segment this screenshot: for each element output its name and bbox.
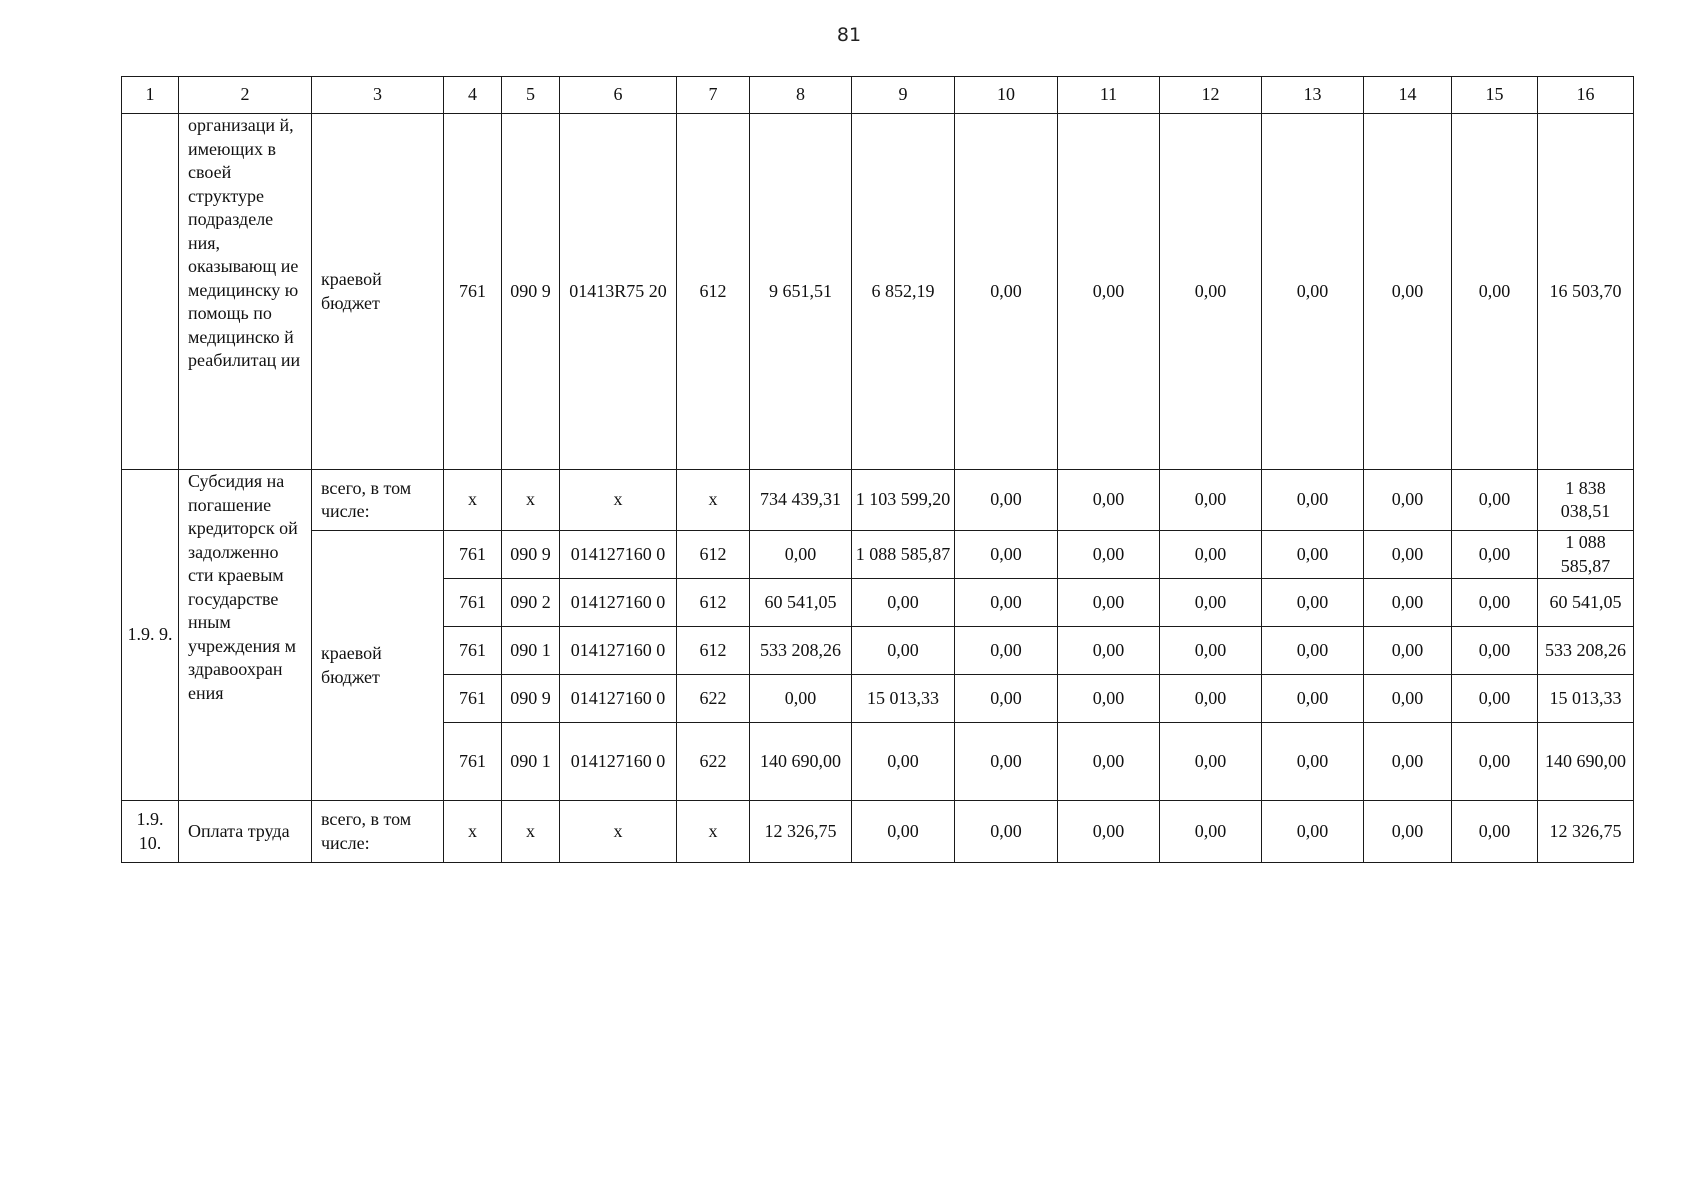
cell-value: 0,00 bbox=[1160, 579, 1262, 627]
cell-value: 0,00 bbox=[1452, 675, 1538, 723]
column-number: 8 bbox=[750, 77, 852, 114]
cell-value: 0,00 bbox=[1364, 675, 1452, 723]
cell-value: 60 541,05 bbox=[750, 579, 852, 627]
cell-value: 0,00 bbox=[955, 675, 1058, 723]
cell-value: 612 bbox=[677, 114, 750, 470]
cell-value: 622 bbox=[677, 723, 750, 801]
row-description: Субсидия на погашение кредиторск ой задолженно сти краевым государстве нным учреждения м здравоохран ения bbox=[179, 470, 312, 801]
cell-value: 0,00 bbox=[1452, 627, 1538, 675]
cell-value: 0,00 bbox=[1262, 627, 1364, 675]
cell-value: 0,00 bbox=[1058, 675, 1160, 723]
column-number-row bbox=[122, 77, 1634, 114]
cell-value: 090 1 bbox=[502, 723, 560, 801]
cell-value: 612 bbox=[677, 579, 750, 627]
cell-value: 0,00 bbox=[1160, 531, 1262, 579]
cell-value: 12 326,75 bbox=[750, 801, 852, 863]
cell-value: 612 bbox=[677, 627, 750, 675]
funding-source: всего, в том числе: bbox=[312, 801, 444, 863]
cell-value: 761 bbox=[444, 675, 502, 723]
cell-value: 12 326,75 bbox=[1538, 801, 1634, 863]
cell-value: 761 bbox=[444, 531, 502, 579]
cell-value: 0,00 bbox=[955, 801, 1058, 863]
cell-value: 01413R75 20 bbox=[560, 114, 677, 470]
column-number: 5 bbox=[502, 77, 560, 114]
cell-value: 090 9 bbox=[502, 675, 560, 723]
cell-value: 0,00 bbox=[1452, 470, 1538, 531]
column-number: 13 bbox=[1262, 77, 1364, 114]
cell-value: х bbox=[444, 470, 502, 531]
cell-value: 0,00 bbox=[955, 114, 1058, 470]
cell-value: 761 bbox=[444, 579, 502, 627]
cell-value: 0,00 bbox=[1452, 579, 1538, 627]
cell-value: 0,00 bbox=[1058, 531, 1160, 579]
cell-value: 15 013,33 bbox=[1538, 675, 1634, 723]
cell-value: 0,00 bbox=[955, 723, 1058, 801]
cell-value: 0,00 bbox=[1262, 675, 1364, 723]
cell-value: 0,00 bbox=[1160, 627, 1262, 675]
column-number: 9 bbox=[852, 77, 955, 114]
cell-value: 0,00 bbox=[1160, 801, 1262, 863]
column-number: 6 bbox=[560, 77, 677, 114]
cell-value: х bbox=[560, 470, 677, 531]
cell-value: 0,00 bbox=[1452, 723, 1538, 801]
cell-value: 0,00 bbox=[1452, 801, 1538, 863]
cell-value: 0,00 bbox=[1452, 531, 1538, 579]
cell-value: 0,00 bbox=[1262, 531, 1364, 579]
cell-value: 612 bbox=[677, 531, 750, 579]
budget-table bbox=[121, 76, 1634, 863]
cell-value: 761 bbox=[444, 627, 502, 675]
cell-value: 9 651,51 bbox=[750, 114, 852, 470]
cell-value: 140 690,00 bbox=[1538, 723, 1634, 801]
cell-value: 761 bbox=[444, 114, 502, 470]
column-number: 15 bbox=[1452, 77, 1538, 114]
cell-value: 0,00 bbox=[750, 675, 852, 723]
cell-value: х bbox=[502, 470, 560, 531]
column-number: 4 bbox=[444, 77, 502, 114]
cell-value: 0,00 bbox=[1058, 723, 1160, 801]
cell-value: 0,00 bbox=[1262, 579, 1364, 627]
cell-value: 014127160 0 bbox=[560, 531, 677, 579]
cell-value: 1 088 585,87 bbox=[852, 531, 955, 579]
column-number: 14 bbox=[1364, 77, 1452, 114]
cell-value: 090 9 bbox=[502, 531, 560, 579]
cell-value: 1 838 038,51 bbox=[1538, 470, 1634, 531]
cell-value: 0,00 bbox=[1058, 627, 1160, 675]
table-row-1-9-10 bbox=[122, 801, 1634, 863]
cell-value: 622 bbox=[677, 675, 750, 723]
cell-value: 0,00 bbox=[955, 531, 1058, 579]
column-number: 7 bbox=[677, 77, 750, 114]
cell-value: 16 503,70 bbox=[1538, 114, 1634, 470]
cell-value: 0,00 bbox=[852, 723, 955, 801]
column-number: 10 bbox=[955, 77, 1058, 114]
cell-value: 0,00 bbox=[1364, 801, 1452, 863]
table-row-org-rehab bbox=[122, 114, 1634, 470]
cell-value: 0,00 bbox=[1058, 801, 1160, 863]
row-number-cell bbox=[122, 114, 179, 470]
cell-value: 0,00 bbox=[1160, 470, 1262, 531]
cell-value: 0,00 bbox=[852, 627, 955, 675]
cell-value: 0,00 bbox=[750, 531, 852, 579]
cell-value: 60 541,05 bbox=[1538, 579, 1634, 627]
cell-value: 090 2 bbox=[502, 579, 560, 627]
cell-value: 0,00 bbox=[1262, 470, 1364, 531]
cell-value: 0,00 bbox=[1364, 627, 1452, 675]
cell-value: 761 bbox=[444, 723, 502, 801]
row-description: организаци й, имеющих в своей структуре подразделе ния, оказывающ ие медицинску ю помощь по медицинско й реабилитац ии bbox=[179, 114, 312, 470]
cell-value: 090 1 bbox=[502, 627, 560, 675]
cell-value: 0,00 bbox=[1160, 114, 1262, 470]
cell-value: 090 9 bbox=[502, 114, 560, 470]
cell-value: 0,00 bbox=[1364, 723, 1452, 801]
page-number: 81 bbox=[836, 24, 862, 46]
column-number: 12 bbox=[1160, 77, 1262, 114]
cell-value: 0,00 bbox=[852, 801, 955, 863]
cell-value: 1 088 585,87 bbox=[1538, 531, 1634, 579]
cell-value: 1 103 599,20 bbox=[852, 470, 955, 531]
cell-value: 0,00 bbox=[1364, 114, 1452, 470]
cell-value: 0,00 bbox=[1364, 470, 1452, 531]
cell-value: 6 852,19 bbox=[852, 114, 955, 470]
cell-value: 0,00 bbox=[1262, 114, 1364, 470]
cell-value: 15 013,33 bbox=[852, 675, 955, 723]
cell-value: 0,00 bbox=[852, 579, 955, 627]
table-row-1-9-9-total bbox=[122, 470, 1634, 531]
cell-value: х bbox=[444, 801, 502, 863]
cell-value: 0,00 bbox=[1262, 801, 1364, 863]
cell-value: 014127160 0 bbox=[560, 723, 677, 801]
cell-value: 014127160 0 bbox=[560, 627, 677, 675]
cell-value: 014127160 0 bbox=[560, 675, 677, 723]
cell-value: 0,00 bbox=[955, 470, 1058, 531]
cell-value: 0,00 bbox=[1160, 675, 1262, 723]
table-row-1-9-9-item bbox=[122, 531, 1634, 579]
cell-value: 533 208,26 bbox=[1538, 627, 1634, 675]
row-description: Оплата труда bbox=[179, 801, 312, 863]
funding-source: краевой бюджет bbox=[312, 114, 444, 470]
cell-value: х bbox=[560, 801, 677, 863]
cell-value: 0,00 bbox=[1364, 579, 1452, 627]
cell-value: 533 208,26 bbox=[750, 627, 852, 675]
row-number: 1.9. 9. bbox=[122, 470, 179, 801]
cell-value: х bbox=[677, 801, 750, 863]
cell-value: 0,00 bbox=[1452, 114, 1538, 470]
row-number: 1.9. 10. bbox=[122, 801, 179, 863]
cell-value: 734 439,31 bbox=[750, 470, 852, 531]
column-number: 2 bbox=[179, 77, 312, 114]
funding-source: всего, в том числе: bbox=[312, 470, 444, 531]
column-number: 1 bbox=[122, 77, 179, 114]
cell-value: 0,00 bbox=[955, 579, 1058, 627]
cell-value: х bbox=[677, 470, 750, 531]
cell-value: 0,00 bbox=[1160, 723, 1262, 801]
cell-value: 0,00 bbox=[1262, 723, 1364, 801]
cell-value: 014127160 0 bbox=[560, 579, 677, 627]
cell-value: 0,00 bbox=[955, 627, 1058, 675]
column-number: 3 bbox=[312, 77, 444, 114]
column-number: 11 bbox=[1058, 77, 1160, 114]
cell-value: 0,00 bbox=[1058, 470, 1160, 531]
cell-value: 140 690,00 bbox=[750, 723, 852, 801]
cell-value: 0,00 bbox=[1058, 579, 1160, 627]
funding-source: краевой бюджет bbox=[312, 531, 444, 801]
cell-value: 0,00 bbox=[1058, 114, 1160, 470]
column-number: 16 bbox=[1538, 77, 1634, 114]
cell-value: х bbox=[502, 801, 560, 863]
cell-value: 0,00 bbox=[1364, 531, 1452, 579]
